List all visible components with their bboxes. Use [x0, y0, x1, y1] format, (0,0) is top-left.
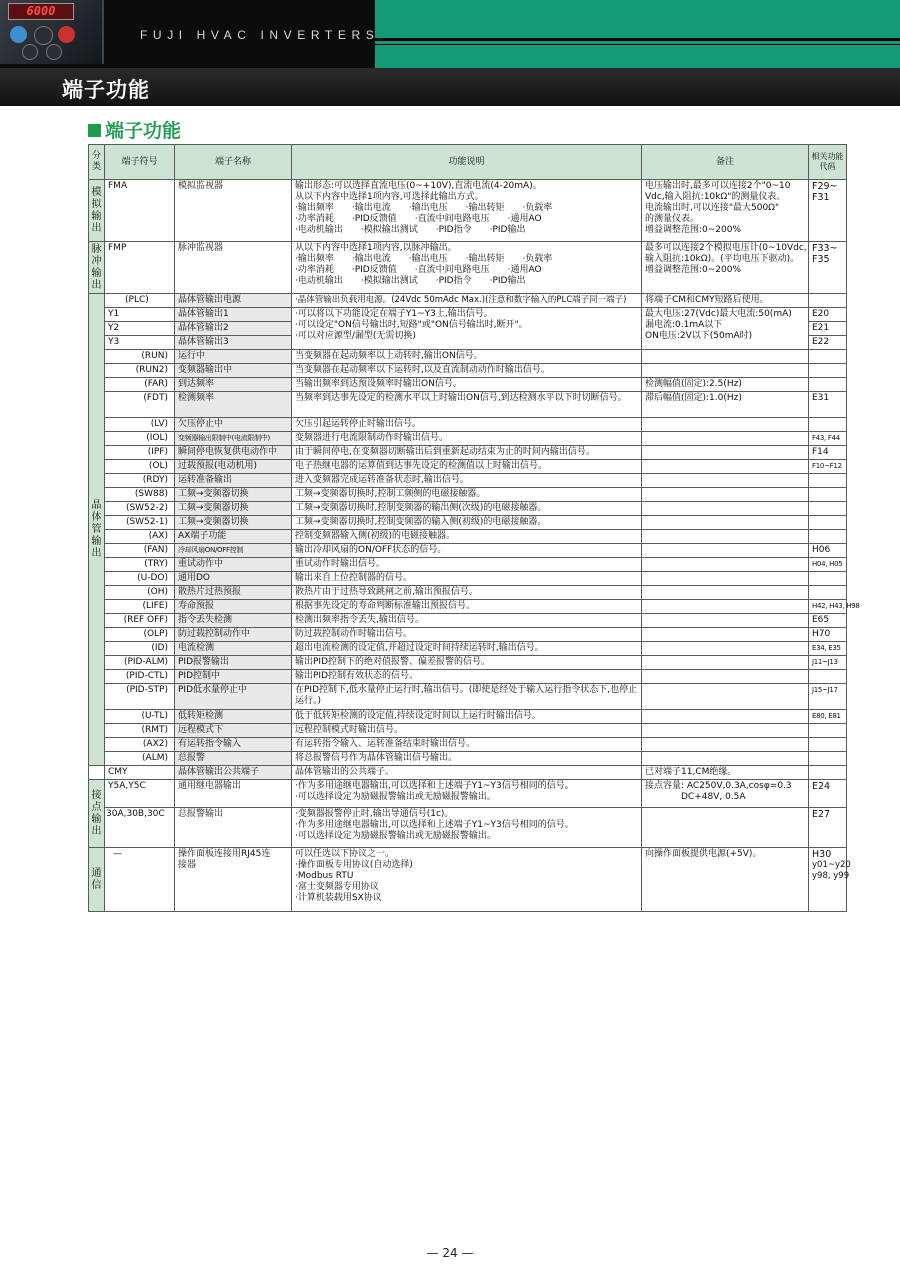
function-code: F29~ F31: [809, 180, 847, 242]
remark: [642, 432, 809, 446]
terminal-name: 晶体管输出电源: [175, 294, 292, 308]
terminal-function-table: [88, 144, 860, 912]
function-code: J15~J17: [809, 684, 847, 710]
remark: [642, 364, 809, 378]
table-row: [89, 502, 847, 516]
function-desc: 重试动作时输出信号。: [292, 558, 642, 572]
terminal-name: 电流检测: [175, 642, 292, 656]
function-desc: 工频→变频器切换时,控制工频侧的电磁接触器。: [292, 488, 642, 502]
function-code: E80, E81: [809, 710, 847, 724]
table-row: [89, 766, 847, 780]
table-row: [89, 642, 847, 656]
terminal-name: 冷却风扇ON/OFF控制: [175, 544, 292, 558]
table-row: [89, 460, 847, 474]
section-title: 端子功能: [88, 116, 181, 143]
function-code: [809, 572, 847, 586]
function-code: [809, 364, 847, 378]
remark: 将端子CM和CMY短路后使用。: [642, 294, 809, 308]
table-row: [89, 600, 847, 614]
remark: [642, 670, 809, 684]
page-number: — 24 —: [426, 1246, 474, 1260]
remark: [642, 710, 809, 724]
category-label: 晶 体 管 输 出: [89, 294, 105, 766]
terminal-name: 瞬间停电恢复供电动作中: [175, 446, 292, 460]
function-desc: 从以下内容中选择1项内容,以脉冲输出。 ·输出频率 ·输出电流 ·输出电压 ·输出转矩 ·负载率 ·功率消耗 ·PID反馈值 ·直流中间电路电压 ·通用AO ·电动机输出 ·模拟输出测试 ·PID指令 ·PID输出: [292, 242, 642, 294]
remark: [642, 656, 809, 670]
terminal-symbol: (PID-STP): [105, 684, 175, 710]
function-code: [809, 294, 847, 308]
remark: 检测幅值(固定):2.5(Hz): [642, 378, 809, 392]
keypad-button-icon: [10, 26, 27, 43]
terminal-symbol: (PLC): [105, 294, 175, 308]
page-title: 端子功能: [62, 78, 150, 102]
terminal-symbol: Y1: [105, 308, 175, 322]
terminal-name: 有运转指令输入: [175, 738, 292, 752]
table-row: [89, 294, 847, 308]
category-label: 通 信: [89, 848, 105, 912]
terminal-name: PID控制中: [175, 670, 292, 684]
terminal-name: 工频→变频器切换: [175, 488, 292, 502]
terminal-symbol: (IOL): [105, 432, 175, 446]
table-row: [89, 242, 847, 294]
function-code: [809, 418, 847, 432]
terminal-name: 晶体管输出1: [175, 308, 292, 322]
keypad-display: 6000: [8, 3, 74, 20]
function-code: H04, H05: [809, 558, 847, 572]
function-desc: ·晶体管输出负载用电源。(24Vdc 50mAdc Max.)(注意和数字输入的PLC端子同一端子): [292, 294, 642, 308]
terminal-symbol: (SW88): [105, 488, 175, 502]
inverter-keypad-image: [0, 0, 104, 64]
table-row: [89, 614, 847, 628]
table-row: [89, 656, 847, 670]
terminal-name: 欠压停止中: [175, 418, 292, 432]
table-row: [89, 364, 847, 378]
terminal-name: AX端子功能: [175, 530, 292, 544]
function-desc: 防过载控制动作时输出信号。: [292, 628, 642, 642]
function-code: [809, 474, 847, 488]
remark: [642, 642, 809, 656]
function-code: H42, H43, H98: [809, 600, 847, 614]
table-row: [89, 378, 847, 392]
terminal-symbol: (RDY): [105, 474, 175, 488]
table-row: [89, 474, 847, 488]
terminal-symbol: (U-TL): [105, 710, 175, 724]
table-row: [89, 572, 847, 586]
remark: [642, 474, 809, 488]
function-desc: 根据事先设定的寿命判断标准输出预报信号。: [292, 600, 642, 614]
function-code: [809, 516, 847, 530]
remark: [642, 600, 809, 614]
terminal-symbol: (FAN): [105, 544, 175, 558]
terminal-symbol: —: [105, 848, 175, 912]
terminal-name: 检测频率: [175, 392, 292, 418]
terminal-name: 散热片过热预报: [175, 586, 292, 600]
function-code: F14: [809, 446, 847, 460]
category-label: 脉 冲 输 出: [89, 242, 105, 294]
function-desc: 工频→变频器切换时,控制变频器的输出侧(次级)的电磁接触器。: [292, 502, 642, 516]
square-bullet-icon: [88, 124, 101, 137]
function-code: [809, 724, 847, 738]
remark: [642, 572, 809, 586]
remark: [642, 752, 809, 766]
function-desc: 晶体管输出的公共端子。: [292, 766, 642, 780]
terminal-name: 指令丢失检测: [175, 614, 292, 628]
table-row: [89, 418, 847, 432]
terminal-symbol: (RMT): [105, 724, 175, 738]
function-code: [809, 766, 847, 780]
table-row: [89, 710, 847, 724]
terminal-name: 远程模式下: [175, 724, 292, 738]
terminal-symbol: (IPF): [105, 446, 175, 460]
keypad-button-icon: [46, 44, 62, 60]
terminal-symbol: Y2: [105, 322, 175, 336]
terminal-name: 工频→变频器切换: [175, 502, 292, 516]
function-code: E65: [809, 614, 847, 628]
terminal-symbol: (AX2): [105, 738, 175, 752]
function-desc: 低于低转矩检测的设定值,持续设定时间以上运行时输出信号。: [292, 710, 642, 724]
brand-stripe: [375, 38, 900, 41]
function-desc: 超出电流检测的设定值,并超过设定时间持续运转时,输出信号。: [292, 642, 642, 656]
remark: [642, 350, 809, 364]
function-code: J11~J13: [809, 656, 847, 670]
table-row: [89, 180, 847, 242]
remark: [642, 530, 809, 544]
remark: 接点容量: AC250V,0.3A,cosφ=0.3 DC+48V, 0.5A: [642, 780, 809, 808]
function-desc: 当变频器在起动频率以上动转时,输出ON信号。: [292, 350, 642, 364]
function-code: [809, 378, 847, 392]
table-row: [89, 628, 847, 642]
table-header-row: [89, 145, 847, 180]
function-desc: 散热片由于过热导致跳闸之前,输出预报信号。: [292, 586, 642, 600]
category-label: 模 拟 输 出: [89, 180, 105, 242]
terminal-name: 脉冲监视器: [175, 242, 292, 294]
function-desc: 控制变频器输入侧(初级)的电磁接触器。: [292, 530, 642, 544]
table-row: [89, 530, 847, 544]
brand-tagline: FUJI HVAC INVERTERS: [140, 28, 380, 42]
terminal-name: 晶体管输出公共端子: [175, 766, 292, 780]
function-desc: 工频→变频器切换时,控制变频器的输入侧(初级)的电磁接触器。: [292, 516, 642, 530]
function-desc: 输出PID控制下的绝对值报警、偏差报警的信号。: [292, 656, 642, 670]
function-desc: 当变频器在起动频率以下运转时,以及直流制动动作时输出信号。: [292, 364, 642, 378]
remark: [642, 586, 809, 600]
function-desc: 变频器进行电流限制动作时输出信号。: [292, 432, 642, 446]
terminal-symbol: FMP: [105, 242, 175, 294]
terminal-symbol: (OH): [105, 586, 175, 600]
terminal-name: 通用继电器输出: [175, 780, 292, 808]
column-header: 端子符号: [105, 145, 175, 180]
remark: 电压输出时,最多可以连接2个"0~10 Vdc,输入阻抗:10kΩ"的测量仪表。 电流输出时,可以连接"最大500Ω" 的测量仪表。 增益调整范围:0~200%: [642, 180, 809, 242]
function-desc: 有运转指令输入、运转准备结束时输出信号。: [292, 738, 642, 752]
remark: [642, 488, 809, 502]
terminal-symbol: Y5A,Y5C: [105, 780, 175, 808]
table-row: [89, 670, 847, 684]
terminal-symbol: (PID-ALM): [105, 656, 175, 670]
function-code: H70: [809, 628, 847, 642]
function-desc: ·可以将以下功能设定在端子Y1~Y3上,输出信号。 ·可以设定"ON信号输出时,短路"或"ON信号输出时,断开"。 ·可以对应源型/漏型(无需切换): [292, 308, 642, 350]
function-code: [809, 530, 847, 544]
terminal-name: 低转矩检测: [175, 710, 292, 724]
terminal-name: 防过载控制动作中: [175, 628, 292, 642]
function-desc: ·变频器报警停止时,输出导通信号(1c)。 ·作为多用途继电器输出,可以选择和上述端子Y1~Y3信号相同的信号。 ·可以选择设定为励磁报警输出或无励磁报警输出。: [292, 808, 642, 848]
terminal-name: PID报警输出: [175, 656, 292, 670]
remark: [642, 446, 809, 460]
function-desc: 当频率到达事先设定的检测水平以上时输出ON信号,到达检测水平以下时切断信号。: [292, 392, 642, 418]
function-desc: 由于瞬间停电,在变频器切断输出后到重新起动结束为止的时间内输出信号。: [292, 446, 642, 460]
function-code: [809, 488, 847, 502]
function-code: E31: [809, 392, 847, 418]
function-desc: 远程控制模式时输出信号。: [292, 724, 642, 738]
function-code: E34, E35: [809, 642, 847, 656]
function-desc: 欠压引起运转停止时输出信号。: [292, 418, 642, 432]
column-header: 相关功能代码: [809, 145, 847, 180]
function-code: E22: [809, 336, 847, 350]
category-label: [89, 766, 105, 780]
function-desc: 检测出频率指令丢失,输出信号。: [292, 614, 642, 628]
function-desc: 可以任选以下协议之一。 ·操作面板专用协议(自动选择) ·Modbus RTU ·富士变频器专用协议 ·计算机装载用SX协议: [292, 848, 642, 912]
function-desc: 进入变频器完成运转准备状态时,输出信号。: [292, 474, 642, 488]
terminal-symbol: (TRY): [105, 558, 175, 572]
table-row: [89, 432, 847, 446]
terminal-symbol: (RUN2): [105, 364, 175, 378]
function-desc: 将总报警信号作为晶体管输出信号输出。: [292, 752, 642, 766]
terminal-name: 晶体管输出2: [175, 322, 292, 336]
function-code: [809, 586, 847, 600]
brand-band: [375, 0, 900, 68]
terminal-name: 重试动作中: [175, 558, 292, 572]
remark: [642, 738, 809, 752]
remark: [642, 684, 809, 710]
function-desc: ·作为多用途继电器输出,可以选择和上述端子Y1~Y3信号相同的信号。 ·可以选择设定为励磁报警输出或无励磁报警输出。: [292, 780, 642, 808]
table-row: [89, 308, 847, 322]
table-row: [89, 544, 847, 558]
remark: 向操作面板提供电源(+5V)。: [642, 848, 809, 912]
remark: [642, 558, 809, 572]
remark: 最多可以连接2个模拟电压计(0~10Vdc, 输入阻抗:10kΩ)。(平均电压下驱动)。 增益调整范围:0~200%: [642, 242, 809, 294]
terminal-name: 晶体管输出3: [175, 336, 292, 350]
terminal-symbol: (REF OFF): [105, 614, 175, 628]
function-code: [809, 670, 847, 684]
function-code: [809, 502, 847, 516]
table-row: [89, 684, 847, 710]
remark: 已对端子11,CM绝缘。: [642, 766, 809, 780]
table-row: [89, 738, 847, 752]
terminal-symbol: 30A,30B,30C: [105, 808, 175, 848]
function-code: H30 y01~y20 y98, y99: [809, 848, 847, 912]
remark: [642, 460, 809, 474]
keypad-button-icon: [58, 26, 75, 43]
terminal-symbol: (ID): [105, 642, 175, 656]
remark: [642, 628, 809, 642]
column-header: 备注: [642, 145, 809, 180]
function-desc: 在PID控制下,低水量停止运行时,输出信号。(即使是经处于输入运行指令状态下,也停止运行。): [292, 684, 642, 710]
terminal-name: PID低水量停止中: [175, 684, 292, 710]
table-row: [89, 848, 847, 912]
terminal-symbol: (PID-CTL): [105, 670, 175, 684]
terminal-name: 变频器输出限制中(电流限制中): [175, 432, 292, 446]
remark: 滞后幅值(固定):1.0(Hz): [642, 392, 809, 418]
terminal-name: 过载预报(电动机用): [175, 460, 292, 474]
terminal-name: 总报警: [175, 752, 292, 766]
function-code: F10~F12: [809, 460, 847, 474]
column-header: 功能说明: [292, 145, 642, 180]
terminal-symbol: (LIFE): [105, 600, 175, 614]
remark: [642, 724, 809, 738]
terminal-name: 到达频率: [175, 378, 292, 392]
terminal-symbol: (ALM): [105, 752, 175, 766]
table-row: [89, 392, 847, 418]
function-desc: 输出PID控制有效状态的信号。: [292, 670, 642, 684]
table-row: [89, 752, 847, 766]
table-row: [89, 586, 847, 600]
function-code: E24: [809, 780, 847, 808]
terminal-symbol: CMY: [105, 766, 175, 780]
function-code: [809, 752, 847, 766]
remark: 最大电压:27(Vdc)最大电流:50(mA) 漏电流:0.1mA以下 ON电压:2V以下(50mA时): [642, 308, 809, 350]
keypad-button-icon: [34, 26, 53, 45]
function-code: [809, 738, 847, 752]
function-desc: 电子热继电器的运算值到达事先设定的检测值以上时输出信号。: [292, 460, 642, 474]
table-row: [89, 446, 847, 460]
table-row: [89, 516, 847, 530]
terminal-name: 运转准备输出: [175, 474, 292, 488]
table-row: [89, 724, 847, 738]
table-row: [89, 558, 847, 572]
terminal-symbol: FMA: [105, 180, 175, 242]
terminal-symbol: (FAR): [105, 378, 175, 392]
table-row: [89, 780, 847, 808]
remark: [642, 418, 809, 432]
function-code: E27: [809, 808, 847, 848]
remark: [642, 614, 809, 628]
function-code: F43, F44: [809, 432, 847, 446]
function-code: H06: [809, 544, 847, 558]
remark: [642, 808, 809, 848]
terminal-symbol: Y3: [105, 336, 175, 350]
remark: [642, 502, 809, 516]
terminal-symbol: (AX): [105, 530, 175, 544]
terminal-name: 操作面板连接用RJ45连 接器: [175, 848, 292, 912]
terminal-name: 变频器输出中: [175, 364, 292, 378]
table-row: [89, 350, 847, 364]
category-label: 接 点 输 出: [89, 780, 105, 848]
terminal-name: 总报警输出: [175, 808, 292, 848]
terminal-symbol: (LV): [105, 418, 175, 432]
terminal-symbol: (U-DO): [105, 572, 175, 586]
function-desc: 输出冷却风扇的ON/OFF状态的信号。: [292, 544, 642, 558]
function-code: E21: [809, 322, 847, 336]
table-row: [89, 808, 847, 848]
function-desc: 当输出频率到达预设频率时输出ON信号。: [292, 378, 642, 392]
terminal-name: 工频→变频器切换: [175, 516, 292, 530]
terminal-name: 运行中: [175, 350, 292, 364]
terminal-symbol: (SW52-1): [105, 516, 175, 530]
function-desc: 输出来自上位控制器的信号。: [292, 572, 642, 586]
terminal-symbol: (OL): [105, 460, 175, 474]
terminal-symbol: (RUN): [105, 350, 175, 364]
table-row: [89, 488, 847, 502]
terminal-symbol: (OLP): [105, 628, 175, 642]
column-header: 分类: [89, 145, 105, 180]
terminal-name: 通用DO: [175, 572, 292, 586]
remark: [642, 516, 809, 530]
function-desc: 输出形态:可以选择直流电压(0~+10V),直流电流(4-20mA)。 从以下内容中选择1项内容,可选择此输出方式。 ·输出频率 ·输出电流 ·输出电压 ·输出转矩 ·负载率 ·功率消耗 ·PID反馈值 ·直流中间电路电压 ·通用AO ·电动机输出 ·模拟输出测试 ·PID指令 ·PID输出: [292, 180, 642, 242]
terminal-name: 模拟监视器: [175, 180, 292, 242]
remark: [642, 544, 809, 558]
function-code: [809, 350, 847, 364]
function-code: E20: [809, 308, 847, 322]
column-header: 端子名称: [175, 145, 292, 180]
terminal-name: 寿命预报: [175, 600, 292, 614]
terminal-symbol: (FDT): [105, 392, 175, 418]
keypad-button-icon: [22, 44, 38, 60]
terminal-symbol: (SW52-2): [105, 502, 175, 516]
function-code: F33~ F35: [809, 242, 847, 294]
brand-stripe-thin: [375, 44, 900, 45]
